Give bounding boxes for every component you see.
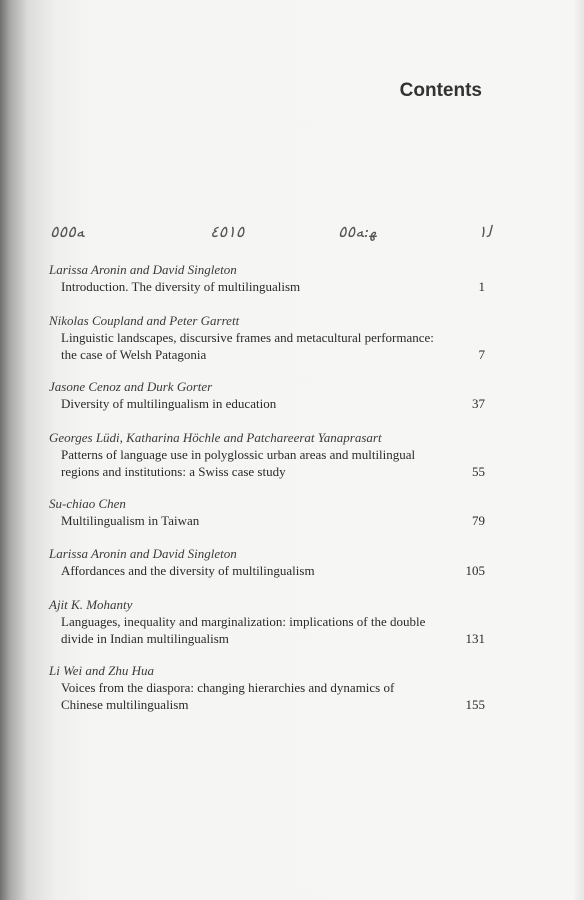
handwritten-note-3: ﻬ:ﻪ٥٥: [338, 222, 377, 241]
entry-title-row: [49, 679, 485, 713]
handwritten-note-4: ﻟ١: [478, 222, 492, 241]
entry-authors: Jasone Cenoz and Durk Gorter: [49, 379, 213, 394]
handwritten-note-1: ﻪ٥٥٥: [50, 222, 85, 241]
entry-title: Introduction. The diversity of multilingualism: [61, 279, 301, 294]
handwritten-note-2: ٤٥١٥: [210, 222, 245, 241]
toc-entry: [49, 430, 485, 480]
entry-title: Affordances and the diversity of multilingualism: [61, 563, 315, 578]
entry-authors: Larissa Aronin and David Singleton: [49, 546, 237, 561]
toc-entry: [49, 663, 485, 713]
entry-page-number: 131: [465, 631, 485, 646]
entry-authors: Su-chiao Chen: [49, 496, 126, 511]
entry-page-number: 55: [472, 464, 485, 479]
entry-title-row: [49, 512, 485, 529]
entry-title: Diversity of multilingualism in education: [61, 396, 277, 411]
entry-authors: Georges Lüdi, Katharina Höchle and Patchareerat Yanaprasart: [49, 430, 382, 445]
entry-page-number: 105: [465, 563, 485, 578]
toc-entry: [49, 546, 485, 579]
entry-title: Multilingualism in Taiwan: [61, 513, 200, 528]
entry-authors: Nikolas Coupland and Peter Garrett: [49, 313, 240, 328]
entry-page-number: 155: [465, 697, 485, 712]
entry-title-row: [49, 395, 485, 412]
contents-heading: Contents: [399, 80, 482, 101]
entry-title: Voices from the diaspora: changing hierarchies and dynamics of Chinese multilingualism: [61, 680, 395, 712]
entry-title-row: [49, 446, 485, 480]
toc-entry: [49, 597, 485, 647]
toc-entry: [49, 496, 485, 529]
entry-authors: Ajit K. Mohanty: [49, 597, 133, 612]
entry-title: Linguistic landscapes, discursive frames and metacultural performance: the case of Welsh Patagonia: [61, 330, 434, 362]
entry-title-row: [49, 278, 485, 295]
entry-title: Languages, inequality and marginalization: implications of the double divide in Indian multilingualism: [61, 614, 426, 646]
toc-entry: [49, 379, 485, 412]
entry-authors: Larissa Aronin and David Singleton: [49, 262, 237, 277]
toc-entry: [49, 262, 485, 295]
entry-authors: Li Wei and Zhu Hua: [49, 663, 154, 678]
entry-title: Patterns of language use in polyglossic urban areas and multilingual regions and institutions: a Swiss case study: [61, 447, 416, 479]
toc-entry: [49, 313, 485, 363]
entry-page-number: 1: [478, 279, 485, 294]
entry-title-row: [49, 562, 485, 579]
entry-page-number: 79: [472, 513, 485, 528]
entry-page-number: 37: [472, 396, 485, 411]
entry-title-row: [49, 329, 485, 363]
entry-page-number: 7: [478, 347, 485, 362]
entry-title-row: [49, 613, 485, 647]
page-edge-shadow: [574, 0, 584, 900]
